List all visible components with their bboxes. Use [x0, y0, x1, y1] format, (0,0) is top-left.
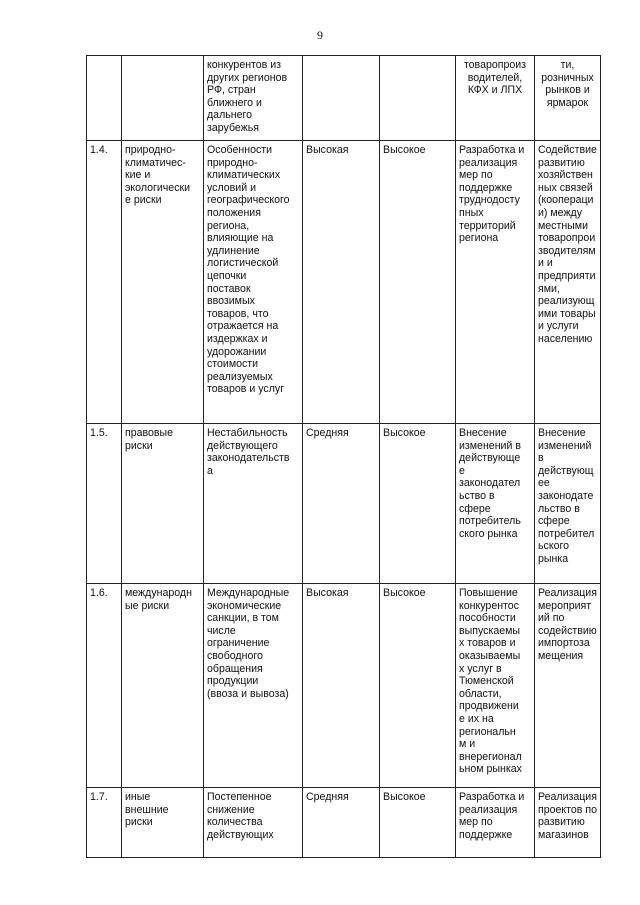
risk-name: международн ые риски: [122, 584, 204, 788]
risk-name: правовые риски: [122, 424, 204, 584]
risk-impact: Высокое: [380, 584, 456, 788]
risk-name: иные внешние риски: [122, 788, 204, 858]
risk-impact: Высокое: [380, 424, 456, 584]
row-number: [87, 56, 122, 141]
table-row: [87, 424, 601, 584]
risk-factor: Международные экономические санкции, в том числе ограничение свободного обращения продукции (ввоза и вывоза): [204, 584, 303, 788]
row-number: 1.4.: [87, 141, 122, 424]
mitigation-measure-secondary: Содействие развитию хозяйствен ных связей (коопераци и) между местными товаропрои зводителям и и предприяти ями, реализующ ими товары и услуги населению: [535, 141, 601, 424]
risk-name: природно- климатичес- кие и экологически е риски: [122, 141, 204, 424]
row-number: 1.7.: [87, 788, 122, 858]
risk-factor: конкурентов из других регионов РФ, стран ближнего и дальнего зарубежья: [204, 56, 303, 141]
risk-probability: Высокая: [303, 584, 380, 788]
mitigation-measure-secondary: Реализация мероприят ий по содействию импортоза мещения: [535, 584, 601, 788]
table-row: [87, 584, 601, 788]
risk-probability: Средняя: [303, 424, 380, 584]
risk-table: [86, 55, 601, 858]
risk-probability: [303, 56, 380, 141]
row-number: 1.6.: [87, 584, 122, 788]
risk-impact: Высокое: [380, 788, 456, 858]
risk-probability: Высокая: [303, 141, 380, 424]
mitigation-measure: Повышение конкурентос пособности выпускаемы х товаров и оказываемы х услуг в Тюменской области, продвижени е их на региональн м и внерегионал ьном рынках: [456, 584, 535, 788]
risk-probability: Средняя: [303, 788, 380, 858]
risk-factor: Постепенное снижение количества действующих: [204, 788, 303, 858]
mitigation-measure-secondary: Внесение изменений в действующ ее законодате льство в сфере потребител ьского рынка: [535, 424, 601, 584]
mitigation-measure: Внесение изменений в действующе е законодател ьство в сфере потребитель ского рынка: [456, 424, 535, 584]
risk-impact: [380, 56, 456, 141]
mitigation-measure: Разработка и реализация мер по поддержке труднодосту пных территорий региона: [456, 141, 535, 424]
table-row: [87, 788, 601, 858]
table-row: [87, 56, 601, 141]
risk-factor: Особенности природно- климатических условий и географического положения региона, влияющие на удлинение логистической цепочки поставок ввозимых товаров, что отражается на издержках и удорожании стоимости реализуемых товаров и услуг: [204, 141, 303, 424]
risk-name: [122, 56, 204, 141]
row-number: 1.5.: [87, 424, 122, 584]
mitigation-measure: товаропроиз водителей, КФХ и ЛПХ: [456, 56, 535, 141]
mitigation-measure: Разработка и реализация мер по поддержке: [456, 788, 535, 858]
page-number: 9: [317, 28, 323, 42]
risk-factor: Нестабильность действующего законодательств а: [204, 424, 303, 584]
risk-impact: Высокое: [380, 141, 456, 424]
mitigation-measure-secondary: Реализация проектов по развитию магазинов: [535, 788, 601, 858]
table-row: [87, 141, 601, 424]
mitigation-measure-secondary: ти, розничных рынков и ярмарок: [535, 56, 601, 141]
